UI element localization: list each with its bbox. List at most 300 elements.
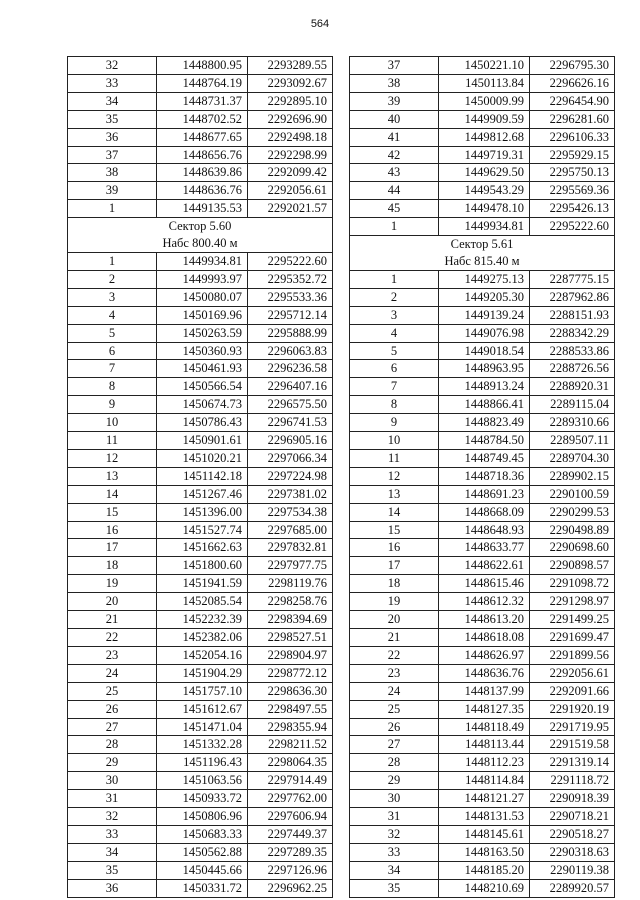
table-row: [68, 360, 333, 378]
point-number: 23: [68, 646, 157, 664]
table-row: [68, 575, 333, 593]
x-coordinate: 1450221.10: [439, 57, 530, 75]
y-coordinate: 2295533.36: [248, 288, 333, 306]
table-row: [68, 808, 333, 826]
table-row: [350, 110, 615, 128]
table-row: [68, 128, 333, 146]
y-coordinate: 2292056.61: [530, 664, 615, 682]
x-coordinate: 1448784.50: [439, 432, 530, 450]
y-coordinate: 2296063.83: [248, 342, 333, 360]
coordinates-table-right: [349, 56, 615, 898]
point-number: 40: [350, 110, 439, 128]
y-coordinate: 2296281.60: [530, 110, 615, 128]
point-number: 7: [68, 360, 157, 378]
y-coordinate: 2296795.30: [530, 57, 615, 75]
y-coordinate: 2290119.38: [530, 861, 615, 879]
table-row: [350, 700, 615, 718]
x-coordinate: 1450113.84: [439, 74, 530, 92]
sector-nabs-row: [68, 235, 333, 252]
page-number: 564: [310, 18, 330, 30]
y-coordinate: 2288342.29: [530, 324, 615, 342]
x-coordinate: 1448127.35: [439, 700, 530, 718]
y-coordinate: 2291719.95: [530, 718, 615, 736]
y-coordinate: 2290698.60: [530, 539, 615, 557]
point-number: 43: [350, 164, 439, 182]
x-coordinate: 1450263.59: [157, 324, 248, 342]
table-row: [68, 629, 333, 647]
y-coordinate: 2295712.14: [248, 306, 333, 324]
x-coordinate: 1448648.93: [439, 521, 530, 539]
table-row: [350, 503, 615, 521]
x-coordinate: 1450683.33: [157, 825, 248, 843]
x-coordinate: 1448613.20: [439, 611, 530, 629]
table-row: [350, 736, 615, 754]
point-number: 19: [350, 593, 439, 611]
y-coordinate: 2296106.33: [530, 128, 615, 146]
point-number: 28: [68, 736, 157, 754]
y-coordinate: 2295352.72: [248, 270, 333, 288]
table-row: [350, 432, 615, 450]
table-row: [350, 288, 615, 306]
point-number: 17: [68, 539, 157, 557]
y-coordinate: 2296575.50: [248, 396, 333, 414]
point-number: 27: [350, 736, 439, 754]
x-coordinate: 1450445.66: [157, 861, 248, 879]
point-number: 9: [68, 396, 157, 414]
x-coordinate: 1448718.36: [439, 467, 530, 485]
y-coordinate: 2290299.53: [530, 503, 615, 521]
x-coordinate: 1448618.08: [439, 629, 530, 647]
table-row: [68, 772, 333, 790]
table-row: [68, 682, 333, 700]
point-number: 33: [350, 843, 439, 861]
point-number: 33: [68, 74, 157, 92]
table-row: [350, 467, 615, 485]
table-row: [68, 843, 333, 861]
x-coordinate: 1451527.74: [157, 521, 248, 539]
table-row: [68, 754, 333, 772]
sector-title: Сектор 5.60: [68, 218, 333, 235]
x-coordinate: 1448163.50: [439, 843, 530, 861]
y-coordinate: 2297914.49: [248, 772, 333, 790]
table-row: [350, 396, 615, 414]
y-coordinate: 2298527.51: [248, 629, 333, 647]
x-coordinate: 1449934.81: [157, 252, 248, 270]
y-coordinate: 2291920.19: [530, 700, 615, 718]
point-number: 22: [68, 629, 157, 647]
table-row: [68, 74, 333, 92]
y-coordinate: 2292498.18: [248, 128, 333, 146]
table-row: [350, 57, 615, 75]
point-number: 32: [68, 57, 157, 75]
y-coordinate: 2291118.72: [530, 772, 615, 790]
x-coordinate: 1451471.04: [157, 718, 248, 736]
y-coordinate: 2297832.81: [248, 539, 333, 557]
point-number: 15: [350, 521, 439, 539]
y-coordinate: 2298904.97: [248, 646, 333, 664]
y-coordinate: 2298394.69: [248, 611, 333, 629]
x-coordinate: 1448121.27: [439, 790, 530, 808]
table-row: [68, 306, 333, 324]
point-number: 31: [68, 790, 157, 808]
x-coordinate: 1449205.30: [439, 288, 530, 306]
y-coordinate: 2289920.57: [530, 879, 615, 897]
y-coordinate: 2292099.42: [248, 164, 333, 182]
x-coordinate: 1449719.31: [439, 146, 530, 164]
y-coordinate: 2288533.86: [530, 342, 615, 360]
y-coordinate: 2297534.38: [248, 503, 333, 521]
table-row: [350, 342, 615, 360]
x-coordinate: 1450674.73: [157, 396, 248, 414]
x-coordinate: 1449812.68: [439, 128, 530, 146]
x-coordinate: 1451904.29: [157, 664, 248, 682]
y-coordinate: 2291519.58: [530, 736, 615, 754]
x-coordinate: 1448114.84: [439, 772, 530, 790]
point-number: 31: [350, 808, 439, 826]
y-coordinate: 2298258.76: [248, 593, 333, 611]
x-coordinate: 1448800.95: [157, 57, 248, 75]
x-coordinate: 1450562.88: [157, 843, 248, 861]
table-row: [350, 270, 615, 288]
x-coordinate: 1449543.29: [439, 182, 530, 200]
x-coordinate: 1450901.61: [157, 432, 248, 450]
point-number: 41: [350, 128, 439, 146]
x-coordinate: 1450009.99: [439, 92, 530, 110]
x-coordinate: 1451332.28: [157, 736, 248, 754]
table-row: [68, 593, 333, 611]
table-row: [350, 218, 615, 236]
point-number: 15: [68, 503, 157, 521]
point-number: 13: [350, 485, 439, 503]
point-number: 12: [350, 467, 439, 485]
table-row: [350, 539, 615, 557]
y-coordinate: 2297685.00: [248, 521, 333, 539]
y-coordinate: 2295750.13: [530, 164, 615, 182]
y-coordinate: 2291499.25: [530, 611, 615, 629]
point-number: 2: [68, 270, 157, 288]
table-row: [68, 646, 333, 664]
point-number: 16: [68, 521, 157, 539]
x-coordinate: 1451267.46: [157, 485, 248, 503]
y-coordinate: 2289310.66: [530, 414, 615, 432]
y-coordinate: 2295222.60: [248, 252, 333, 270]
x-coordinate: 1451063.56: [157, 772, 248, 790]
y-coordinate: 2296741.53: [248, 414, 333, 432]
point-number: 4: [350, 324, 439, 342]
point-number: 5: [68, 324, 157, 342]
table-row: [350, 557, 615, 575]
y-coordinate: 2298355.94: [248, 718, 333, 736]
point-number: 38: [68, 164, 157, 182]
point-number: 9: [350, 414, 439, 432]
x-coordinate: 1451800.60: [157, 557, 248, 575]
point-number: 32: [68, 808, 157, 826]
y-coordinate: 2288726.56: [530, 360, 615, 378]
point-number: 29: [350, 772, 439, 790]
table-row: [350, 146, 615, 164]
table-row: [350, 808, 615, 826]
point-number: 18: [68, 557, 157, 575]
table-row: [350, 718, 615, 736]
table-row: [350, 306, 615, 324]
x-coordinate: 1448636.76: [157, 182, 248, 200]
y-coordinate: 2293092.67: [248, 74, 333, 92]
y-coordinate: 2297449.37: [248, 825, 333, 843]
point-number: 29: [68, 754, 157, 772]
y-coordinate: 2296236.58: [248, 360, 333, 378]
point-number: 10: [350, 432, 439, 450]
point-number: 21: [68, 611, 157, 629]
sector-nabs: Набс 815.40 м: [350, 253, 615, 270]
point-number: 1: [68, 252, 157, 270]
point-number: 36: [68, 128, 157, 146]
point-number: 4: [68, 306, 157, 324]
y-coordinate: 2287962.86: [530, 288, 615, 306]
point-number: 35: [68, 861, 157, 879]
x-coordinate: 1448702.52: [157, 110, 248, 128]
y-coordinate: 2291899.56: [530, 646, 615, 664]
x-coordinate: 1448823.49: [439, 414, 530, 432]
table-row: [68, 539, 333, 557]
table-row: [350, 92, 615, 110]
table-row: [68, 700, 333, 718]
y-coordinate: 2290498.89: [530, 521, 615, 539]
point-number: 23: [350, 664, 439, 682]
point-number: 39: [350, 92, 439, 110]
x-coordinate: 1450360.93: [157, 342, 248, 360]
table-row: [68, 503, 333, 521]
table-row: [68, 467, 333, 485]
y-coordinate: 2289902.15: [530, 467, 615, 485]
sector-header-row: [350, 236, 615, 253]
x-coordinate: 1451020.21: [157, 449, 248, 467]
table-row: [68, 182, 333, 200]
x-coordinate: 1450786.43: [157, 414, 248, 432]
x-coordinate: 1448185.20: [439, 861, 530, 879]
x-coordinate: 1449934.81: [439, 218, 530, 236]
sector-nabs: Набс 800.40 м: [68, 235, 333, 252]
point-number: 42: [350, 146, 439, 164]
point-number: 5: [350, 342, 439, 360]
table-row: [350, 682, 615, 700]
sector-nabs-row: [350, 253, 615, 270]
point-number: 6: [350, 360, 439, 378]
x-coordinate: 1449135.53: [157, 200, 248, 218]
x-coordinate: 1448633.77: [439, 539, 530, 557]
sector-title: Сектор 5.61: [350, 236, 615, 253]
table-row: [68, 414, 333, 432]
x-coordinate: 1449478.10: [439, 200, 530, 218]
point-number: 32: [350, 825, 439, 843]
y-coordinate: 2289507.11: [530, 432, 615, 450]
table-row: [350, 200, 615, 218]
x-coordinate: 1449909.59: [439, 110, 530, 128]
point-number: 33: [68, 825, 157, 843]
x-coordinate: 1450080.07: [157, 288, 248, 306]
point-number: 3: [350, 306, 439, 324]
y-coordinate: 2288920.31: [530, 378, 615, 396]
y-coordinate: 2298772.12: [248, 664, 333, 682]
x-coordinate: 1448963.95: [439, 360, 530, 378]
x-coordinate: 1450806.96: [157, 808, 248, 826]
table-row: [68, 57, 333, 75]
point-number: 11: [68, 432, 157, 450]
point-number: 20: [350, 611, 439, 629]
y-coordinate: 2290718.21: [530, 808, 615, 826]
point-number: 25: [68, 682, 157, 700]
y-coordinate: 2291699.47: [530, 629, 615, 647]
table-row: [350, 414, 615, 432]
point-number: 1: [350, 270, 439, 288]
point-number: 24: [350, 682, 439, 700]
point-number: 26: [68, 700, 157, 718]
x-coordinate: 1452382.06: [157, 629, 248, 647]
table-row: [68, 164, 333, 182]
point-number: 8: [68, 378, 157, 396]
table-row: [350, 378, 615, 396]
point-number: 14: [350, 503, 439, 521]
y-coordinate: 2290318.63: [530, 843, 615, 861]
x-coordinate: 1448112.23: [439, 754, 530, 772]
x-coordinate: 1448113.44: [439, 736, 530, 754]
y-coordinate: 2296407.16: [248, 378, 333, 396]
y-coordinate: 2290918.39: [530, 790, 615, 808]
point-number: 11: [350, 449, 439, 467]
x-coordinate: 1451196.43: [157, 754, 248, 772]
y-coordinate: 2287775.15: [530, 270, 615, 288]
x-coordinate: 1448764.19: [157, 74, 248, 92]
table-row: [350, 74, 615, 92]
x-coordinate: 1448626.97: [439, 646, 530, 664]
coordinates-table-left: [67, 56, 333, 898]
table-row: [350, 879, 615, 897]
y-coordinate: 2290518.27: [530, 825, 615, 843]
x-coordinate: 1451142.18: [157, 467, 248, 485]
x-coordinate: 1448131.53: [439, 808, 530, 826]
point-number: 25: [350, 700, 439, 718]
table-row: [68, 449, 333, 467]
table-row: [350, 772, 615, 790]
y-coordinate: 2297126.96: [248, 861, 333, 879]
x-coordinate: 1448656.76: [157, 146, 248, 164]
x-coordinate: 1451612.67: [157, 700, 248, 718]
table-row: [68, 664, 333, 682]
point-number: 8: [350, 396, 439, 414]
table-row: [68, 324, 333, 342]
y-coordinate: 2293289.55: [248, 57, 333, 75]
point-number: 10: [68, 414, 157, 432]
y-coordinate: 2296454.90: [530, 92, 615, 110]
table-row: [350, 825, 615, 843]
x-coordinate: 1452085.54: [157, 593, 248, 611]
point-number: 34: [68, 843, 157, 861]
point-number: 34: [68, 92, 157, 110]
point-number: 7: [350, 378, 439, 396]
table-row: [68, 146, 333, 164]
table-row: [68, 252, 333, 270]
table-row: [68, 288, 333, 306]
table-row: [350, 664, 615, 682]
x-coordinate: 1449993.97: [157, 270, 248, 288]
table-row: [68, 521, 333, 539]
point-number: 39: [68, 182, 157, 200]
point-number: 19: [68, 575, 157, 593]
y-coordinate: 2295426.13: [530, 200, 615, 218]
x-coordinate: 1448622.61: [439, 557, 530, 575]
point-number: 20: [68, 593, 157, 611]
y-coordinate: 2297066.34: [248, 449, 333, 467]
table-row: [350, 629, 615, 647]
point-number: 27: [68, 718, 157, 736]
y-coordinate: 2289704.30: [530, 449, 615, 467]
table-row: [350, 611, 615, 629]
point-number: 35: [350, 879, 439, 897]
point-number: 1: [350, 218, 439, 236]
point-number: 37: [350, 57, 439, 75]
x-coordinate: 1448677.65: [157, 128, 248, 146]
table-row: [350, 754, 615, 772]
y-coordinate: 2292091.66: [530, 682, 615, 700]
y-coordinate: 2292021.57: [248, 200, 333, 218]
point-number: 21: [350, 629, 439, 647]
x-coordinate: 1448731.37: [157, 92, 248, 110]
table-row: [68, 270, 333, 288]
x-coordinate: 1448145.61: [439, 825, 530, 843]
y-coordinate: 2292056.61: [248, 182, 333, 200]
table-row: [68, 736, 333, 754]
y-coordinate: 2290898.57: [530, 557, 615, 575]
y-coordinate: 2298064.35: [248, 754, 333, 772]
y-coordinate: 2298636.30: [248, 682, 333, 700]
point-number: 26: [350, 718, 439, 736]
table-row: [68, 790, 333, 808]
point-number: 17: [350, 557, 439, 575]
table-row: [68, 378, 333, 396]
y-coordinate: 2297762.00: [248, 790, 333, 808]
y-coordinate: 2296626.16: [530, 74, 615, 92]
x-coordinate: 1448118.49: [439, 718, 530, 736]
y-coordinate: 2298497.55: [248, 700, 333, 718]
table-row: [350, 449, 615, 467]
x-coordinate: 1449018.54: [439, 342, 530, 360]
x-coordinate: 1448210.69: [439, 879, 530, 897]
y-coordinate: 2291319.14: [530, 754, 615, 772]
table-row: [68, 485, 333, 503]
x-coordinate: 1449076.98: [439, 324, 530, 342]
table-row: [68, 557, 333, 575]
x-coordinate: 1448691.23: [439, 485, 530, 503]
y-coordinate: 2297289.35: [248, 843, 333, 861]
point-number: 12: [68, 449, 157, 467]
x-coordinate: 1452232.39: [157, 611, 248, 629]
x-coordinate: 1448749.45: [439, 449, 530, 467]
table-row: [350, 861, 615, 879]
x-coordinate: 1448668.09: [439, 503, 530, 521]
point-number: 2: [350, 288, 439, 306]
table-row: [68, 879, 333, 897]
point-number: 37: [68, 146, 157, 164]
y-coordinate: 2292895.10: [248, 92, 333, 110]
x-coordinate: 1451757.10: [157, 682, 248, 700]
x-coordinate: 1450933.72: [157, 790, 248, 808]
y-coordinate: 2297381.02: [248, 485, 333, 503]
y-coordinate: 2290100.59: [530, 485, 615, 503]
table-row: [68, 718, 333, 736]
y-coordinate: 2291298.97: [530, 593, 615, 611]
point-number: 3: [68, 288, 157, 306]
table-row: [350, 324, 615, 342]
y-coordinate: 2295222.60: [530, 218, 615, 236]
